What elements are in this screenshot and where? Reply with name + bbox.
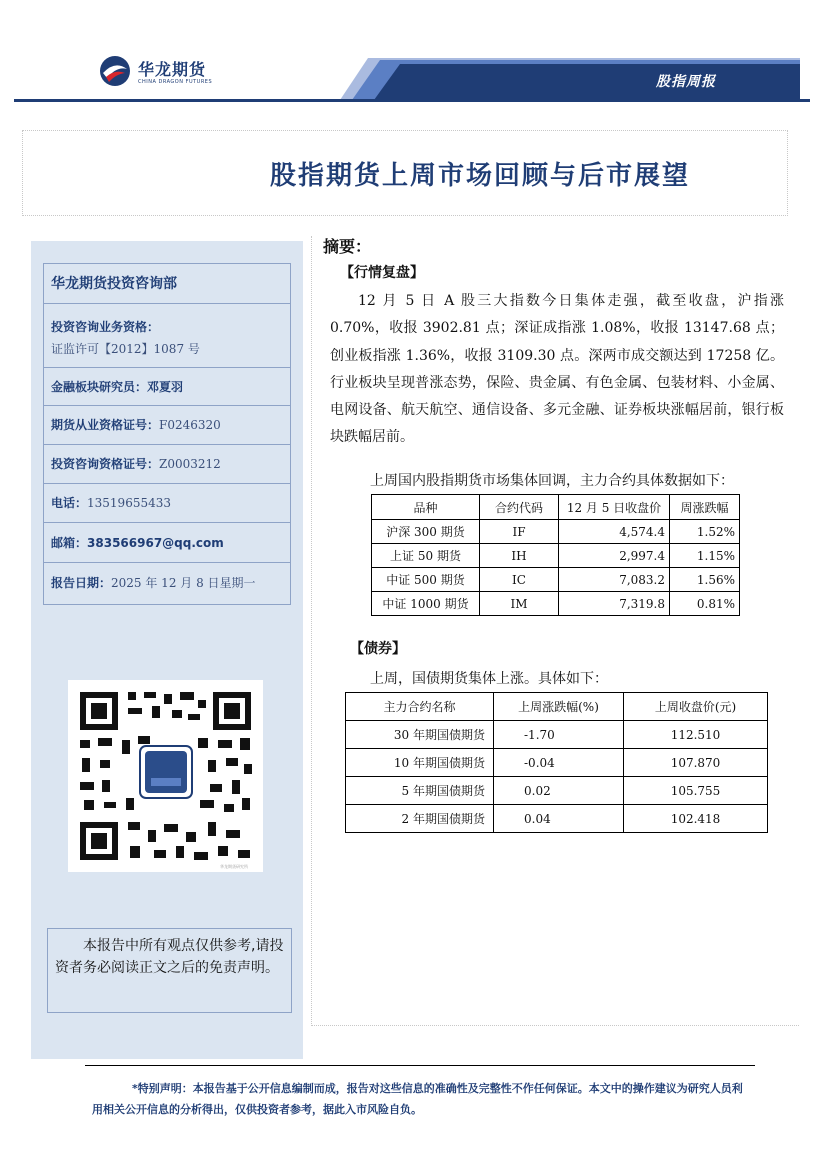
report-type-label: 股指周报 <box>656 74 716 90</box>
table-row <box>346 721 768 749</box>
futures-cert-row <box>44 406 290 445</box>
table-header-row <box>372 495 740 520</box>
researcher-name: 邓夏羽 <box>147 380 184 394</box>
qualification-row <box>44 304 290 368</box>
department-row <box>44 264 290 304</box>
table-cell: 10 年期国债期货 <box>346 749 494 777</box>
qualification-value: 证监许可【2012】1087 号 <box>51 342 200 356</box>
table-cell: 1.56% <box>670 568 740 592</box>
table-cell: 中证 1000 期货 <box>372 592 480 616</box>
table-header-cell: 主力合约名称 <box>346 693 494 721</box>
table-cell: 107.870 <box>624 749 768 777</box>
department-name: 华龙期货投资咨询部 <box>51 276 177 292</box>
phone-row <box>44 484 290 523</box>
researcher-row <box>44 368 290 406</box>
market-review-heading: 【行情复盘】 <box>340 265 424 281</box>
consult-cert-row <box>44 445 290 484</box>
table-cell: -1.70 <box>494 721 624 749</box>
table-row <box>372 568 740 592</box>
consult-cert-label: 投资咨询资格证号： <box>51 457 160 471</box>
email-value: 383566967@qq.com <box>87 536 224 550</box>
consult-cert-value: Z0003212 <box>159 457 221 471</box>
table-cell: 0.81% <box>670 592 740 616</box>
table-row <box>346 805 768 833</box>
phone-value: 13519655433 <box>87 496 171 510</box>
email-label: 邮箱： <box>51 536 88 550</box>
table-cell: 上证 50 期货 <box>372 544 480 568</box>
table-cell: 105.755 <box>624 777 768 805</box>
table-cell: 1.15% <box>670 544 740 568</box>
table-header-cell: 合约代码 <box>480 495 559 520</box>
table-cell: IM <box>480 592 559 616</box>
report-date-value: 2025 年 12 月 8 日星期一 <box>111 576 256 590</box>
phone-label: 电话： <box>51 496 88 510</box>
table-header-cell: 上周涨跌幅(%) <box>494 693 624 721</box>
table-cell: 5 年期国债期货 <box>346 777 494 805</box>
table-cell: IF <box>480 520 559 544</box>
table-row <box>372 520 740 544</box>
table-header-cell: 周涨跌幅 <box>670 495 740 520</box>
table-cell: 2 年期国债期货 <box>346 805 494 833</box>
table-cell: 0.04 <box>494 805 624 833</box>
report-title: 股指期货上周市场回顾与后市展望 <box>270 161 691 191</box>
logo-subtitle: CHINA DRAGON FUTURES <box>138 79 213 85</box>
table-header-row <box>346 693 768 721</box>
qualification-label: 投资咨询业务资格： <box>51 320 160 334</box>
logo-emblem-icon <box>98 54 132 88</box>
table-header-cell: 12 月 5 日收盘价 <box>559 495 670 520</box>
table-cell: 102.418 <box>624 805 768 833</box>
table-row <box>372 544 740 568</box>
index-futures-intro: 上周国内股指期货市场集体回调，主力合约具体数据如下： <box>370 473 734 489</box>
table-cell: -0.04 <box>494 749 624 777</box>
report-date-row <box>44 563 290 604</box>
bond-futures-table <box>345 692 768 833</box>
table-cell: 1.52% <box>670 520 740 544</box>
bond-intro: 上周，国债期货集体上涨。具体如下： <box>370 671 608 687</box>
table-cell: 4,574.4 <box>559 520 670 544</box>
special-statement: *特别声明：本报告基于公开信息编制而成，报告对这些信息的准确性及完整性不作任何保证。本文中的操作建议为研究人员利用相关公开信息的分析得出，仅供投资者参考，据此入市风险自负。 <box>92 1082 743 1116</box>
table-row <box>346 777 768 805</box>
researcher-label: 金融板块研究员： <box>51 380 148 394</box>
table-cell: 7,083.2 <box>559 568 670 592</box>
table-cell: 112.510 <box>624 721 768 749</box>
bond-heading: 【债券】 <box>350 641 406 657</box>
table-header-cell: 品种 <box>372 495 480 520</box>
company-logo <box>98 52 238 92</box>
email-row <box>44 523 290 563</box>
abstract-heading: 摘要： <box>323 237 372 256</box>
logo-text: 华龙期货 <box>138 60 207 79</box>
table-header-cell: 上周收盘价(元) <box>624 693 768 721</box>
table-cell: 沪深 300 期货 <box>372 520 480 544</box>
table-cell: 0.02 <box>494 777 624 805</box>
report-date-label: 报告日期： <box>51 576 112 590</box>
qr-caption: 华龙期货研究所 <box>220 864 248 869</box>
header-divider <box>14 99 810 102</box>
futures-cert-value: F0246320 <box>159 418 221 432</box>
table-cell: 30 年期国债期货 <box>346 721 494 749</box>
qr-code[interactable] <box>68 680 263 872</box>
table-cell: IH <box>480 544 559 568</box>
index-futures-table <box>371 494 740 616</box>
futures-cert-label: 期货从业资格证号： <box>51 418 160 432</box>
header-banner <box>340 58 800 100</box>
disclaimer-note: 本报告中所有观点仅供参考,请投资者务必阅读正文之后的免责声明。 <box>55 938 284 976</box>
table-row <box>372 592 740 616</box>
table-cell: IC <box>480 568 559 592</box>
table-cell: 中证 500 期货 <box>372 568 480 592</box>
market-review-paragraph: 12 月 5 日 A 股三大指数今日集体走强，截至收盘，沪指涨 0.70%，收报 3902.81 点；深证成指涨 1.08%，收报 13147.68 点；创业板指涨 1.36%，收报 3109.30 点。深两市成交额达到 17258 亿。行业板块呈现普涨态势，保险、贵金属、有色金属、包装材料、小金属、电网设备、航天航空、通信设备、多元金融、证券板块涨幅居前，银行板块跌幅居前。 <box>330 293 784 446</box>
table-cell: 7,319.8 <box>559 592 670 616</box>
footer-divider <box>85 1065 755 1066</box>
table-row <box>346 749 768 777</box>
analyst-info-box <box>43 263 291 605</box>
table-cell: 2,997.4 <box>559 544 670 568</box>
